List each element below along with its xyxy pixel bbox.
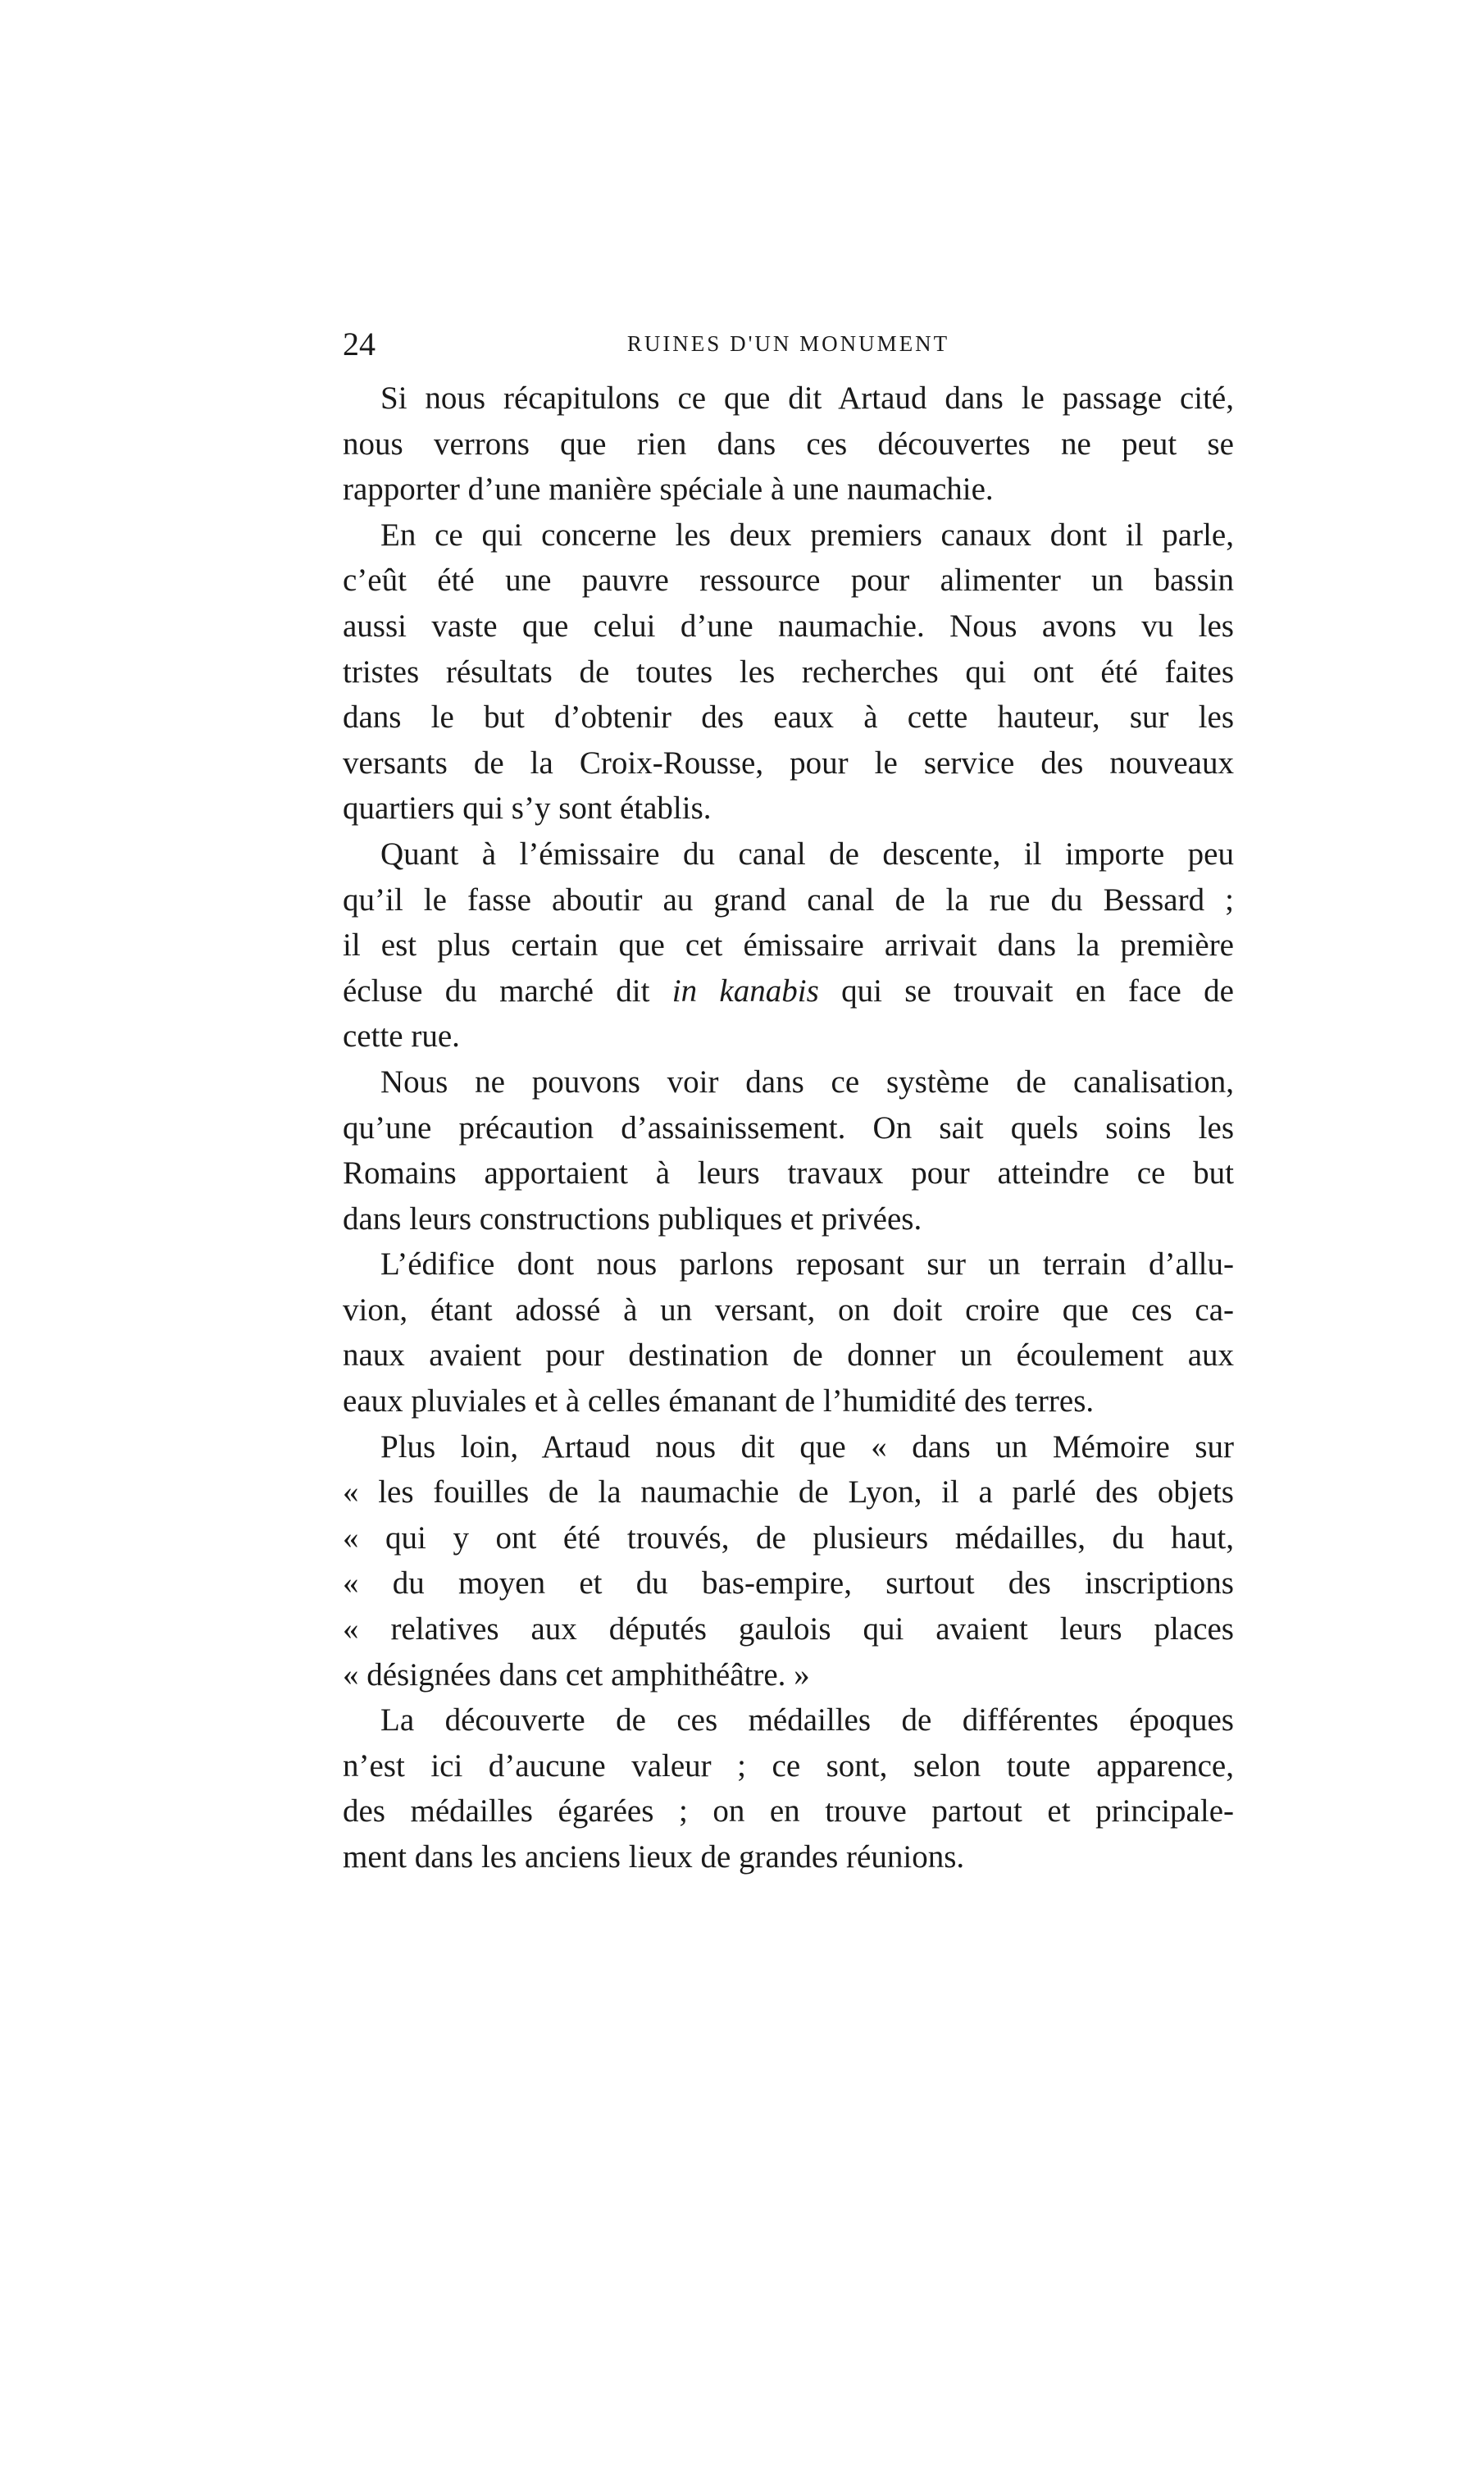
text-line: cette rue.: [343, 1018, 460, 1055]
text-line: eaux pluviales et à celles émanant de l’humidité des terres.: [343, 1383, 1095, 1419]
text-line: n’est ici d’aucune valeur ; ce sont, selon toute apparence,: [343, 1747, 1234, 1784]
text-line: La découverte de ces médailles de différentes époques: [380, 1702, 1234, 1738]
page-number: 24: [343, 326, 376, 362]
body-text: [343, 376, 1234, 1880]
text-line: qu’une précaution d’assainissement. On sait quels soins les: [343, 1109, 1234, 1146]
text-line: [343, 968, 1234, 1014]
running-header: [343, 325, 1234, 366]
text-line: En ce qui concerne les deux premiers canaux dont il parle,: [380, 517, 1234, 553]
text-line: versants de la Croix-Rousse, pour le service des nouveaux: [343, 745, 1234, 781]
text-line: dans le but d’obtenir des eaux à cette hauteur, sur les: [343, 699, 1234, 736]
text-line: L’édifice dont nous parlons reposant sur un terrain d’allu-: [380, 1246, 1234, 1283]
text-line: « désignées dans cet amphithéâtre. »: [343, 1656, 810, 1693]
text-line: Nous ne pouvons voir dans ce système de canalisation,: [380, 1064, 1234, 1100]
text-line: c’eût été une pauvre ressource pour alimenter un bassin: [343, 563, 1234, 599]
running-head: RUINES D'UN MONUMENT: [626, 331, 950, 356]
text-line: aussi vaste que celui d’une naumachie. Nous avons vu les: [343, 608, 1234, 644]
text-line: « qui y ont été trouvés, de plusieurs médailles, du haut,: [343, 1519, 1234, 1556]
text-line: « du moyen et du bas-empire, surtout des inscriptions: [343, 1565, 1234, 1601]
text-line: nous verrons que rien dans ces découvertes ne peut se: [343, 426, 1234, 462]
text-line: « les fouilles de la naumachie de Lyon, il a parlé des objets: [343, 1474, 1234, 1510]
text-line: « relatives aux députés gaulois qui avaient leurs places: [343, 1611, 1234, 1647]
text-line: Quant à l’émissaire du canal de descente, il importe peu: [380, 836, 1234, 872]
text-line: il est plus certain que cet émissaire arrivait dans la première: [343, 927, 1234, 964]
text-run: écluse du marché dit: [343, 973, 672, 1009]
text-line: rapporter d’une manière spéciale à une naumachie.: [343, 472, 994, 508]
text-line: Plus loin, Artaud nous dit que « dans un Mémoire sur: [380, 1428, 1234, 1465]
text-line: ment dans les anciens lieux de grandes réunions.: [343, 1839, 965, 1875]
italic-term: in kanabis: [671, 973, 819, 1009]
text-line: qu’il le fasse aboutir au grand canal de la rue du Bessard ;: [343, 882, 1234, 918]
text-line: quartiers qui s’y sont établis.: [343, 790, 712, 827]
text-line: naux avaient pour destination de donner un écoulement aux: [343, 1337, 1234, 1374]
text-line: dans leurs constructions publiques et privées.: [343, 1201, 922, 1237]
text-line: Si nous récapitulons ce que dit Artaud dans le passage cité,: [380, 380, 1234, 416]
text-run: qui se trouvait en face de: [818, 973, 1234, 1009]
text-line: des médailles égarées ; on en trouve partout et principale-: [343, 1793, 1234, 1829]
text-line: Romains apportaient à leurs travaux pour atteindre ce but: [343, 1155, 1234, 1191]
text-line: vion, étant adossé à un versant, on doit croire que ces ca-: [343, 1292, 1234, 1328]
text-line: tristes résultats de toutes les recherches qui ont été faites: [343, 654, 1234, 690]
